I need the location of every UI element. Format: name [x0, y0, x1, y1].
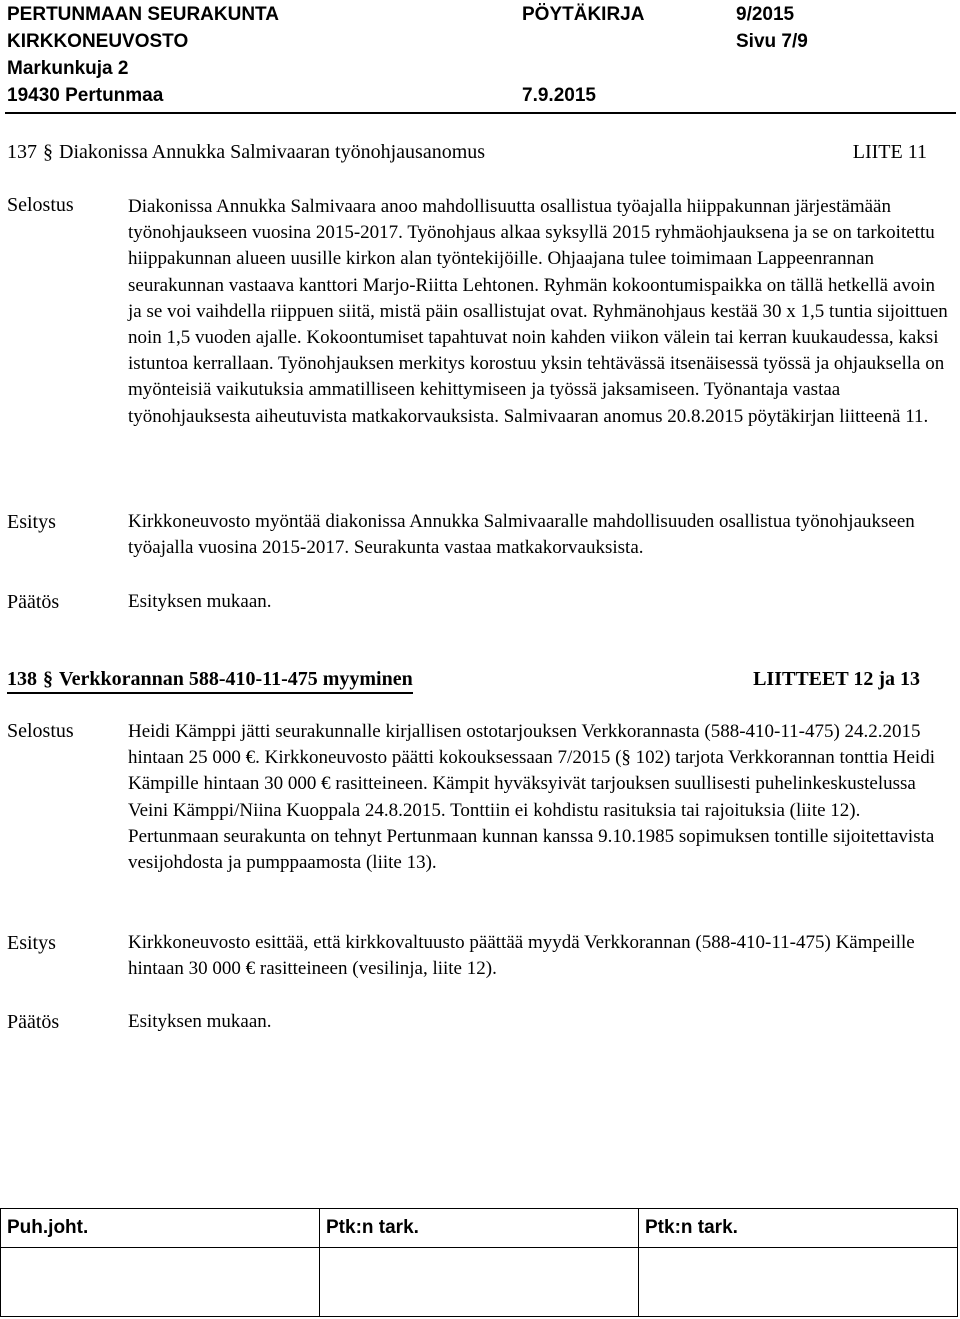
selostus-text: Heidi Kämppi jätti seurakunnalle kirjallisen ostotarjouksen Verkkorannasta (588-410-11-475) 24.2.2015 hintaan 25 000 €. Kirkkoneuvosto päätti kokouksessaan 7/2015 (§ 102) tarjota Verkkorannan tonttia Heidi Kämpille hintaan 30 000 € rasitteineen. Kämpit hyväksyivät tarjouksen suullisesti puhelinkeskustelussa Veini Kämppi/Niina Kuoppala 24.8.2015. Tonttiin ei kohdistu rasituksia tai rajoituksia (liite 12). Pertunmaan seurakunta on tehnyt Pertunmaan kunnan kanssa 9.10.1985 sopimuksen tontille sijoitettavista vesijohdosta ja pumppaamosta (liite 13). — [128, 721, 935, 874]
doc-type: PÖYTÄKIRJA — [522, 4, 645, 25]
body-name: KIRKKONEUVOSTO — [7, 31, 189, 52]
signature-cell-reviewer-2 — [639, 1209, 958, 1248]
paatos-text: Esityksen mukaan. — [128, 1011, 272, 1032]
street-address: Markunkuja 2 — [7, 58, 129, 79]
postal-city: 19430 Pertunmaa — [7, 85, 164, 106]
signature-cell-reviewer-1 — [320, 1209, 639, 1248]
attachment-label: LIITE 11 — [852, 141, 927, 163]
section-symbol: § — [43, 141, 53, 163]
signature-space — [1, 1248, 320, 1317]
paatos-text: Esityksen mukaan. — [128, 591, 272, 612]
signature-table — [0, 1208, 958, 1317]
signature-label: Ptk:n tark. — [645, 1217, 738, 1238]
selostus-text: Diakonissa Annukka Salmivaara anoo mahdollisuutta osallistua työajalla hiippakunnan järjestämään työnohjaukseen vuosina 2015-2017. Työnohjaus alkaa syksyllä 2015 ryhmäohjauksena ja se on tarkoitettu hiippakunnan alueen uusille kirkon alan työntekijöille. Ohjaajana tulee toimimaan Lappeenrannan seurakunnan vastaava kanttori Marjo-Riitta Lehtonen. Ryhmän kokoontumispaikka on tällä hetkellä avoin ja se voi vaihdella riippuen siitä, mistä päin osallistujat ovat. Ryhmänohjaus kestää 30 x 1,5 tuntia sijoittuen noin 1,5 vuoden ajalle. Kokoontumiset tapahtuvat noin kahden viikon välein tai kerran kuukaudessa, kaksi istuntoa kerrallaan. Työnohjauksen merkitys korostuu yksin tehtävässä itsenäisessä työssä ja ohjauksella on myönteisiä vaikutuksia ammatilliseen kehittymiseen ja työssä jaksamiseen. Työnantaja vastaa työnohjauksesta aiheutuvista matkakorvauksista. Salmivaaran anomus 20.8.2015 pöytäkirjan liitteenä 11. — [128, 196, 948, 427]
esitys-label: Esitys — [7, 511, 56, 533]
selostus-label: Selostus — [7, 194, 74, 216]
doc-number: 9/2015 — [736, 4, 795, 25]
paatos-label: Päätös — [7, 1011, 60, 1033]
section-137-heading — [7, 140, 927, 164]
org-name: PERTUNMAAN SEURAKUNTA — [7, 4, 279, 25]
section-number: 137 — [7, 141, 37, 163]
section-number: 138 — [7, 668, 37, 690]
selostus-label: Selostus — [7, 720, 74, 742]
esitys-text: Kirkkoneuvosto myöntää diakonissa Annukka Salmivaaralle mahdollisuuden osallistua työnohjaukseen työajalla vuosina 2015-2017. Seurakunta vastaa matkakorvauksista. — [128, 511, 915, 559]
esitys-text: Kirkkoneuvosto esittää, että kirkkovaltuusto päättää myydä Verkkorannan (588-410-11-475) Kämpeille hintaan 30 000 € rasitteineen (vesilinja, liite 12). — [128, 932, 915, 980]
signature-cell-chair — [1, 1209, 320, 1248]
section-title: Verkkorannan 588-410-11-475 myyminen — [59, 668, 413, 690]
section-heading-underlined — [7, 667, 413, 694]
signature-space — [639, 1248, 958, 1317]
meeting-date: 7.9.2015 — [522, 85, 596, 106]
paatos-label: Päätös — [7, 591, 60, 613]
signature-label: Ptk:n tark. — [326, 1217, 419, 1238]
signature-label: Puh.joht. — [7, 1217, 89, 1238]
header-divider — [5, 112, 956, 114]
section-138-heading — [7, 667, 920, 694]
signature-space — [320, 1248, 639, 1317]
section-symbol: § — [43, 668, 53, 690]
esitys-label: Esitys — [7, 932, 56, 954]
page-number: Sivu 7/9 — [736, 31, 808, 52]
attachment-label: LIITTEET 12 ja 13 — [753, 668, 920, 690]
section-title: Diakonissa Annukka Salmivaaran työnohjausanomus — [59, 141, 486, 163]
